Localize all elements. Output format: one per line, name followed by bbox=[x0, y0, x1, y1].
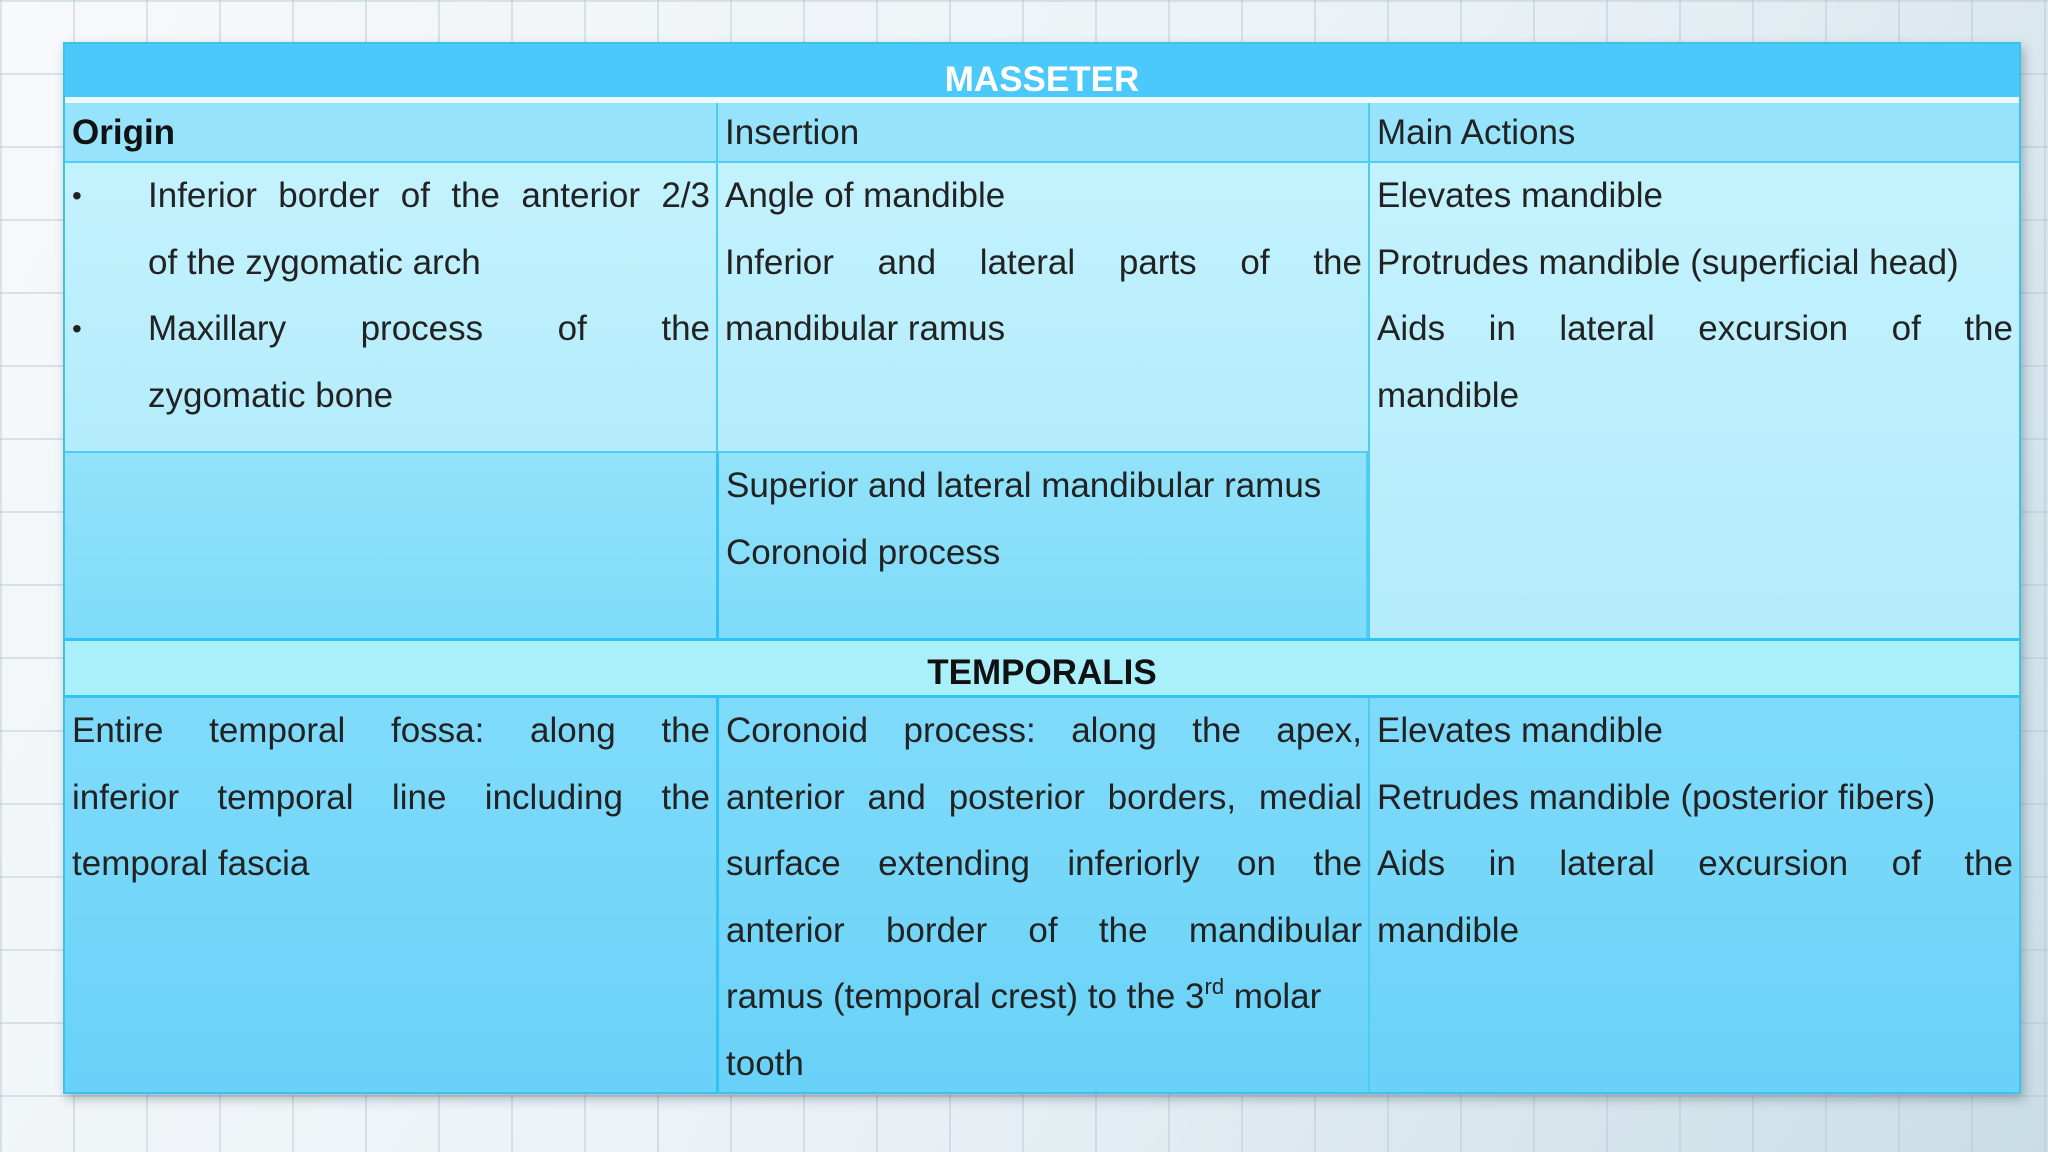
insertion-line-2: Inferior and lateral parts of the bbox=[725, 242, 1362, 282]
temporalis-insertion-line-4: anterior border of the mandibular bbox=[726, 910, 1362, 950]
temporalis-origin-line-1: Entire temporal fossa: along the bbox=[72, 711, 710, 750]
insertion-line-5-end: molar bbox=[1224, 977, 1322, 1016]
masseter-actions-cell bbox=[1368, 163, 2019, 638]
origin-item-2-line-2: zygomatic bone bbox=[148, 375, 394, 415]
insertion-header: Insertion bbox=[716, 103, 1368, 163]
origin-item-2-line-1: Maxillary process of the bbox=[148, 309, 710, 348]
insertion-line-1: Angle of mandible bbox=[725, 176, 1006, 215]
insertion-line-5-start: ramus (temporal crest) to the 3 bbox=[726, 977, 1205, 1016]
bullet-dot: • bbox=[72, 180, 82, 211]
temporalis-origin-line-2: inferior temporal line including the bbox=[72, 777, 710, 817]
temporalis-action-line-1: Elevates mandible bbox=[1377, 711, 1663, 750]
bullet-dot: • bbox=[72, 313, 82, 344]
main-actions-header: Main Actions bbox=[1368, 103, 2019, 163]
temporalis-insertion-line-6: tooth bbox=[726, 1043, 804, 1083]
temporalis-insertion-line-5 bbox=[726, 964, 1362, 1031]
muscles-table bbox=[63, 42, 2021, 1094]
origin-list-item bbox=[72, 163, 710, 296]
temporalis-insertion-line-1: Coronoid process: along the apex, bbox=[726, 711, 1362, 750]
masseter-title: MASSETER bbox=[65, 44, 2019, 103]
temporalis-actions-cell bbox=[1368, 698, 2019, 1092]
temporalis-title: TEMPORALIS bbox=[65, 638, 2019, 698]
masseter-origin-cell bbox=[65, 163, 716, 453]
insertion-line-3: mandibular ramus bbox=[725, 309, 1006, 348]
deep-insertion-line-1: Superior and lateral mandibular ramus bbox=[726, 466, 1322, 505]
temporalis-insertion-cell bbox=[716, 698, 1368, 1092]
temporalis-action-line-4: mandible bbox=[1377, 910, 1520, 950]
masseter-origin-empty-cell bbox=[65, 453, 716, 638]
masseter-action-line-4: mandible bbox=[1377, 375, 1520, 415]
temporalis-origin-cell bbox=[65, 698, 716, 1092]
deep-insertion-line-2: Coronoid process bbox=[726, 532, 1001, 572]
origin-list-item bbox=[72, 296, 710, 429]
temporalis-action-line-3: Aids in lateral excursion of the bbox=[1377, 844, 2013, 883]
masseter-action-line-3: Aids in lateral excursion of the bbox=[1377, 309, 2013, 348]
temporalis-insertion-line-3: surface extending inferiorly on the bbox=[726, 844, 1362, 883]
masseter-action-line-2: Protrudes mandible (superficial head) bbox=[1377, 242, 1959, 282]
origin-header: Origin bbox=[65, 103, 716, 163]
origin-item-1-line-2: of the zygomatic arch bbox=[148, 242, 481, 282]
temporalis-insertion-line-2: anterior and posterior borders, medial bbox=[726, 777, 1362, 817]
origin-item-1-line-1: Inferior border of the anterior 2/3 bbox=[148, 176, 710, 215]
masseter-deep-insertion-cell bbox=[716, 453, 1368, 638]
ordinal-superscript: rd bbox=[1204, 974, 1225, 999]
temporalis-action-line-2: Retrudes mandible (posterior fibers) bbox=[1377, 777, 1936, 817]
temporalis-origin-line-3: temporal fascia bbox=[72, 844, 310, 883]
masseter-action-line-1: Elevates mandible bbox=[1377, 176, 1663, 215]
masseter-insertion-cell bbox=[716, 163, 1368, 453]
